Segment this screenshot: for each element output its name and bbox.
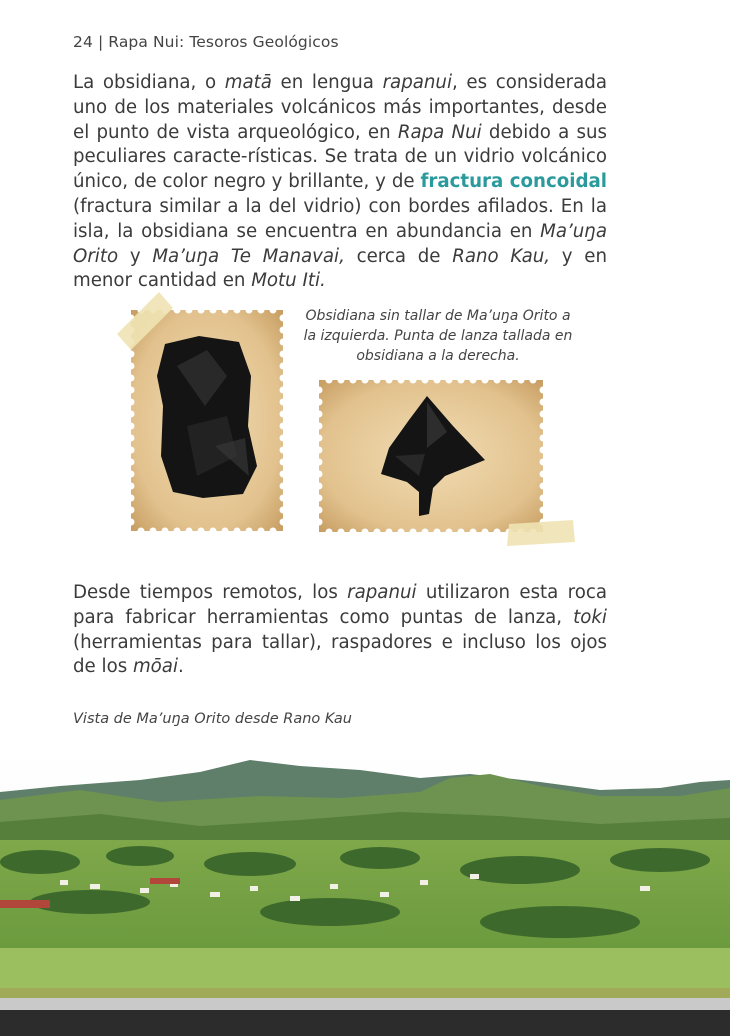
text-run: La obsidiana, o bbox=[73, 72, 225, 93]
highlighted-term: fractura concoidal bbox=[420, 171, 608, 193]
italic-term: Ma’uŋa Te Manavai, bbox=[152, 245, 345, 267]
italic-term: matā bbox=[224, 72, 272, 93]
tape-decoration bbox=[115, 290, 175, 352]
obsidian-spearhead-stamp-image bbox=[315, 376, 547, 536]
text-run: Desde tiempos remotos, los bbox=[73, 582, 348, 603]
paragraph-obsidian-uses bbox=[73, 581, 607, 680]
tape-decoration bbox=[505, 518, 577, 548]
italic-term: rapanui bbox=[347, 582, 417, 603]
paragraph-obsidian-description bbox=[73, 71, 607, 294]
text-run: , es considerada uno de los materiales volcánicos más importantes, desde el punto de vista arqueológico, en bbox=[73, 72, 607, 143]
text-run: y en menor cantidad en bbox=[73, 245, 607, 292]
text-run: (herramientas para tallar), raspadores e incluso los ojos de los bbox=[73, 631, 607, 678]
figure-caption: Obsidiana sin tallar de Ma’uŋa Orito a la izquierda. Punta de lanza tallada en obsidiana a la derecha. bbox=[303, 308, 573, 364]
text-run: utilizaron esta roca para fabricar herramientas como puntas de lanza, bbox=[73, 582, 607, 628]
running-head: 24 | Rapa Nui: Tesoros Geológicos bbox=[73, 33, 339, 51]
landscape-photo bbox=[0, 752, 730, 1036]
italic-term: Rapa Nui bbox=[397, 121, 482, 143]
text-run: . bbox=[178, 656, 184, 678]
italic-term: Rano Kau, bbox=[452, 245, 551, 267]
text-run: cerca de bbox=[344, 245, 453, 267]
italic-term: Ma’uŋa Orito bbox=[73, 220, 607, 267]
italic-term: Motu Iti. bbox=[251, 270, 326, 292]
photo-caption: Vista de Ma’uŋa Orito desde Rano Kau bbox=[73, 711, 352, 727]
text-run: y bbox=[118, 245, 153, 267]
italic-term: toki bbox=[573, 606, 607, 628]
italic-term: mōai bbox=[132, 656, 178, 678]
italic-term: rapanui bbox=[382, 72, 452, 93]
text-run: debido a sus peculiares caracte-rísticas. Se trata de un vidrio volcánico único, de color negro y brillante, y de bbox=[73, 121, 607, 193]
text-run: (fractura similar a la del vidrio) con bordes afilados. En la isla, la obsidiana se encuentra en abundancia en bbox=[73, 195, 607, 242]
text-run: en lengua bbox=[271, 72, 383, 93]
